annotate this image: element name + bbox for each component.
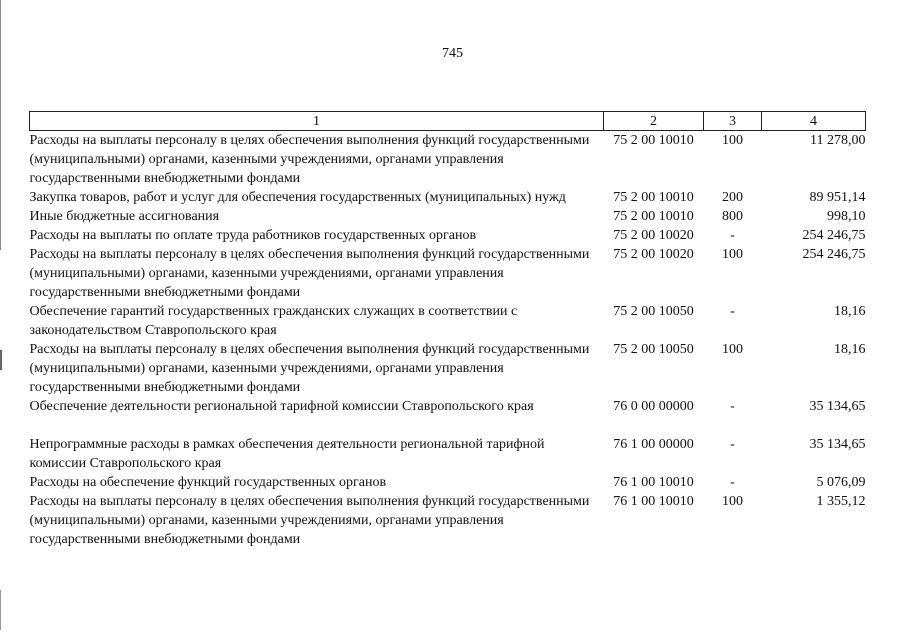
table-row (30, 131, 866, 189)
column-header-2: 2 (604, 112, 704, 131)
row-name: Непрограммные расходы в рамках обеспечения деятельности региональной тарифной комиссии Ставропольского края (29, 437, 545, 471)
row-code: 75 2 00 10010 (613, 133, 694, 148)
row-code: 75 2 00 10050 (613, 304, 694, 319)
row-amount: 998,10 (827, 209, 866, 224)
row-type: - (730, 437, 735, 452)
row-amount: 89 951,14 (809, 190, 866, 205)
row-amount: 18,16 (834, 342, 866, 357)
budget-table (29, 111, 866, 549)
row-name: Расходы на выплаты персоналу в целях обеспечения выполнения функций государственными (муниципальными) органами, казенными учреждениями, органами управления государственными внебюджетными фондами (29, 494, 590, 547)
table-row (30, 492, 866, 549)
row-code: 75 2 00 10010 (613, 190, 694, 205)
row-amount: 254 246,75 (802, 228, 866, 243)
row-amount: 11 278,00 (810, 133, 866, 148)
row-code: 76 1 00 00000 (613, 437, 694, 452)
row-name: Расходы на выплаты персоналу в целях обеспечения выполнения функций государственными (муниципальными) органами, казенными учреждениями, органами управления государственными внебюджетными фондами (29, 133, 590, 186)
page-edge-line (0, 590, 1, 630)
table-row (30, 207, 866, 226)
row-name: Закупка товаров, работ и услуг для обеспечения государственных (муниципальных) нужд (29, 190, 566, 205)
column-header-4: 4 (762, 112, 866, 131)
row-type: 100 (722, 494, 743, 509)
column-header-1: 1 (30, 112, 604, 131)
table-row (30, 226, 866, 245)
row-amount: 1 355,12 (816, 494, 866, 509)
table-header (30, 112, 866, 131)
table-row (30, 473, 866, 492)
row-type: - (730, 475, 735, 490)
table-row (30, 188, 866, 207)
row-name: Обеспечение деятельности региональной тарифной комиссии Ставропольского края (29, 399, 534, 414)
row-name: Иные бюджетные ассигнования (29, 209, 220, 224)
row-amount: 35 134,65 (809, 399, 866, 414)
row-amount: 35 134,65 (809, 437, 866, 452)
row-type: - (730, 399, 735, 414)
table-row (30, 397, 866, 435)
row-code: 75 2 00 10020 (613, 228, 694, 243)
row-amount: 254 246,75 (802, 247, 866, 262)
row-name: Расходы на выплаты персоналу в целях обеспечения выполнения функций государственными (муниципальными) органами, казенными учреждениями, органами управления государственными внебюджетными фондами (29, 342, 590, 395)
table-row (30, 435, 866, 473)
row-type: - (730, 228, 735, 243)
row-code: 75 2 00 10010 (613, 209, 694, 224)
row-type: 800 (722, 209, 743, 224)
table-row (30, 340, 866, 397)
page-edge-line (0, 0, 1, 250)
row-amount: 5 076,09 (816, 475, 866, 490)
row-type: 100 (722, 133, 743, 148)
row-name: Расходы на выплаты по оплате труда работников государственных органов (29, 228, 477, 243)
table-row (30, 245, 866, 302)
row-type: 100 (722, 247, 743, 262)
row-type: - (730, 304, 735, 319)
row-code: 76 1 00 10010 (613, 494, 694, 509)
column-header-3: 3 (704, 112, 762, 131)
row-name: Обеспечение гарантий государственных гражданских служащих в соответствии с законодательством Ставропольского края (29, 304, 518, 338)
page-edge-mark (0, 350, 2, 370)
row-code: 76 0 00 00000 (613, 399, 694, 414)
page-number: 745 (442, 46, 463, 61)
table-row (30, 302, 866, 340)
row-amount: 18,16 (834, 304, 866, 319)
row-type: 100 (722, 342, 743, 357)
row-code: 76 1 00 10010 (613, 475, 694, 490)
row-name: Расходы на обеспечение функций государственных органов (29, 475, 387, 490)
row-type: 200 (722, 190, 743, 205)
row-code: 75 2 00 10020 (613, 247, 694, 262)
row-name: Расходы на выплаты персоналу в целях обеспечения выполнения функций государственными (муниципальными) органами, казенными учреждениями, органами управления государственными внебюджетными фондами (29, 247, 590, 300)
row-code: 75 2 00 10050 (613, 342, 694, 357)
